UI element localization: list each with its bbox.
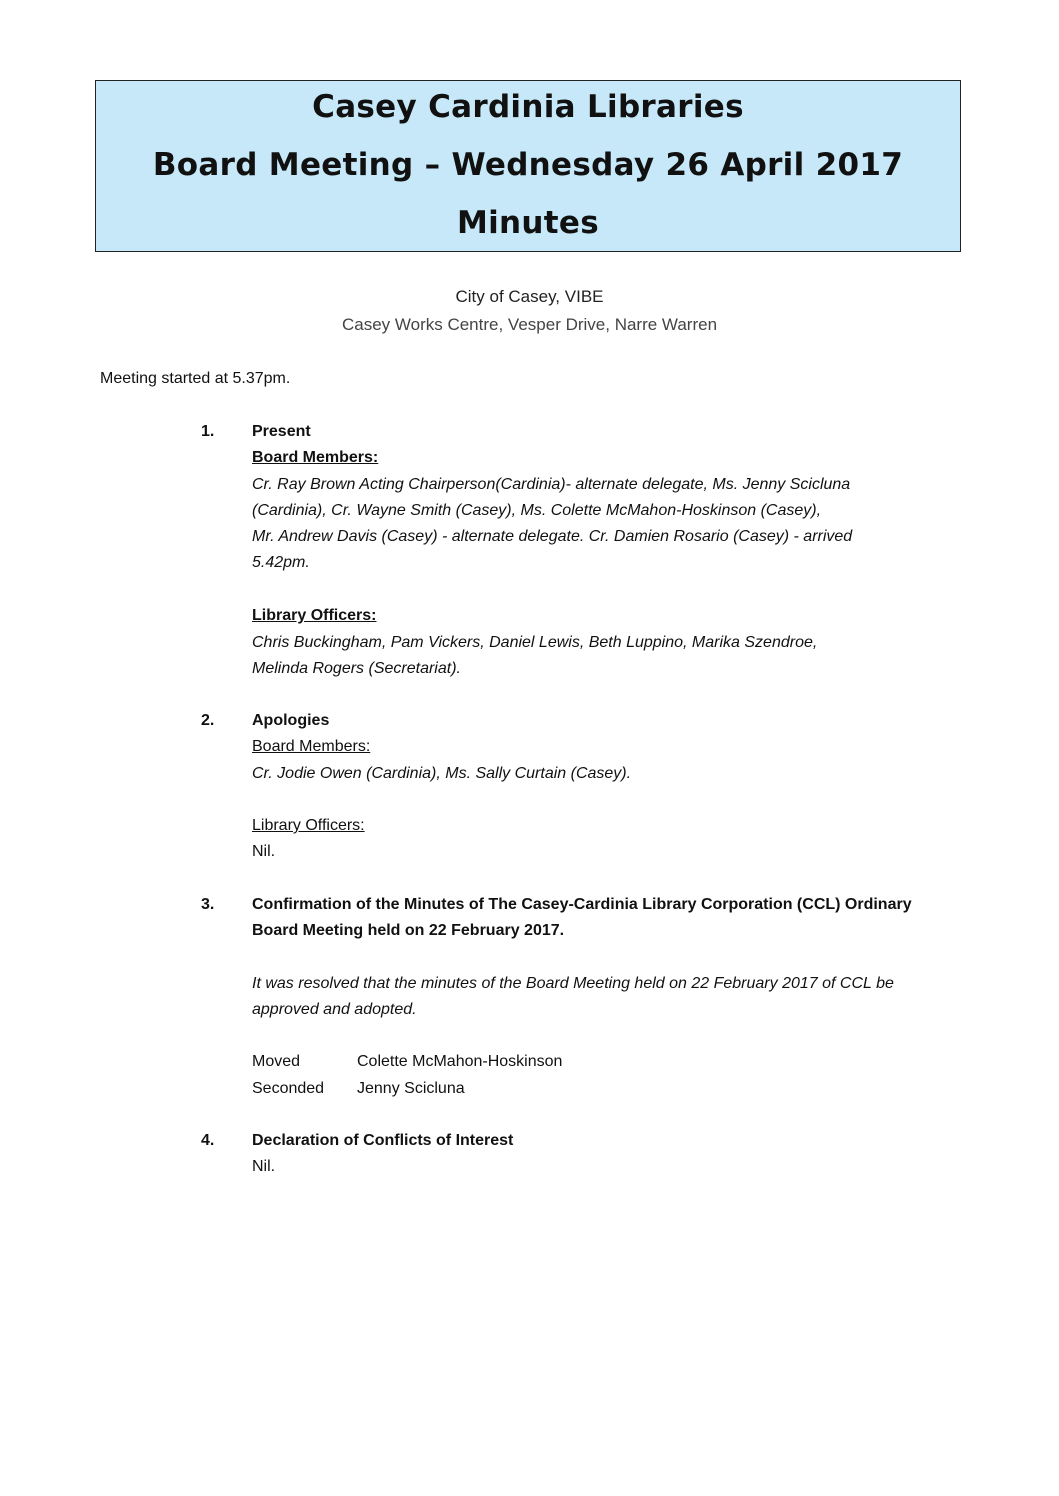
library-officers-line: Melinda Rogers (Secretariat). bbox=[252, 660, 461, 677]
item-number: 3. bbox=[201, 896, 215, 913]
item-number: 2. bbox=[201, 712, 215, 729]
item-number: 1. bbox=[201, 423, 215, 440]
seconded-by: Jenny Scicluna bbox=[357, 1080, 465, 1097]
board-members-line: Mr. Andrew Davis (Casey) - alternate delegate. Cr. Damien Rosario (Casey) - arrived bbox=[252, 528, 853, 545]
library-officers-apologies: Nil. bbox=[252, 843, 276, 860]
resolution-line: It was resolved that the minutes of the Board Meeting held on 22 February 2017 of CCL be bbox=[252, 975, 894, 992]
item-heading-line: Confirmation of the Minutes of The Casey-Cardinia Library Corporation (CCL) Ordinary bbox=[252, 896, 912, 913]
item-heading: Apologies bbox=[252, 712, 330, 729]
item-number: 4. bbox=[201, 1132, 215, 1149]
organisation-title: Casey Cardinia Libraries bbox=[312, 89, 744, 125]
resolution-line: approved and adopted. bbox=[252, 1001, 417, 1018]
venue-address: Casey Works Centre, Vesper Drive, Narre Warren bbox=[341, 315, 718, 334]
document-type-title: Minutes bbox=[456, 205, 599, 241]
meeting-start: Meeting started at 5.37pm. bbox=[100, 370, 291, 387]
item-heading: Declaration of Conflicts of Interest bbox=[252, 1132, 514, 1149]
board-members-line: (Cardinia), Cr. Wayne Smith (Casey), Ms. Colette McMahon-Hoskinson (Casey), bbox=[252, 502, 822, 519]
library-officers-label: Library Officers: bbox=[252, 817, 365, 834]
moved-label: Moved bbox=[252, 1053, 301, 1070]
moved-by: Colette McMahon-Hoskinson bbox=[357, 1053, 563, 1070]
seconded-label: Seconded bbox=[252, 1080, 325, 1097]
conflicts-text: Nil. bbox=[252, 1158, 276, 1175]
item-heading: Present bbox=[252, 423, 311, 440]
board-members-label: Board Members: bbox=[252, 449, 379, 466]
title-box bbox=[95, 80, 961, 252]
resolution-text bbox=[252, 971, 952, 1023]
board-members-label: Board Members: bbox=[252, 738, 371, 755]
library-officers-list bbox=[252, 630, 952, 682]
venue-name: City of Casey, VIBE bbox=[455, 287, 604, 306]
meeting-title: Board Meeting – Wednesday 26 April 2017 bbox=[152, 147, 904, 183]
board-members-list bbox=[252, 472, 952, 576]
item-heading-line: Board Meeting held on 22 February 2017. bbox=[252, 922, 565, 939]
board-members-apologies: Cr. Jodie Owen (Cardinia), Ms. Sally Curtain (Casey). bbox=[252, 765, 632, 782]
library-officers-label: Library Officers: bbox=[252, 607, 377, 624]
board-members-line: Cr. Ray Brown Acting Chairperson(Cardinia)- alternate delegate, Ms. Jenny Scicluna bbox=[252, 476, 851, 493]
board-members-line: 5.42pm. bbox=[252, 554, 310, 571]
library-officers-line: Chris Buckingham, Pam Vickers, Daniel Lewis, Beth Luppino, Marika Szendroe, bbox=[252, 634, 818, 651]
